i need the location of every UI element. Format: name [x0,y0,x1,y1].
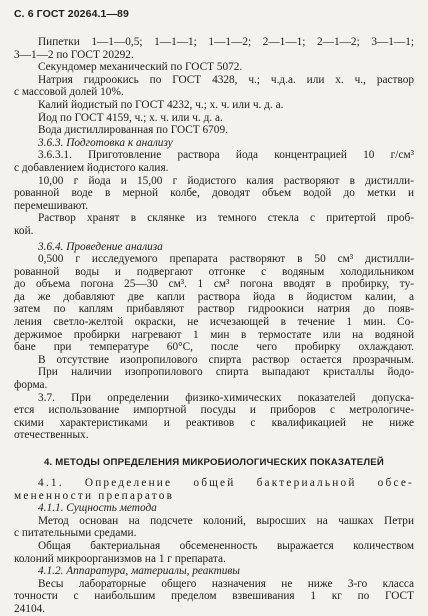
text-line: Общая бактериальная обсемененность выражается количеством [38,539,414,552]
text-line: скими характеристиками и реактивов с квалификацией не ниже [14,416,414,429]
text-line: кой. [14,224,34,237]
text-line: точности с наибольшим пределом взвешивания 1 кг по ГОСТ [14,590,414,603]
section-4-text [14,477,414,616]
text-line: ления светло-желтой окраски, не исчезающей в течение 1 мин. Со- [14,316,414,329]
text-line: Натрия гидроокись по ГОСТ 4328, ч.; ч.д.а. или х. ч., раствор [38,73,414,86]
text-line: При наличии изопропилового спирта выпадают кристаллы йодо- [38,366,414,379]
text-line: с добавлением йодистого калия. [14,161,169,174]
text-line: 4.1. Определение общей бактериальной обсе- [38,477,414,489]
text-line: 10,00 г йода и 15,00 г йодистого калия растворяют в дистилли- [38,174,414,187]
text-line: 3.7. При определении физико-химических показателей допуска- [38,391,414,404]
text-line: В отсутствие изопропилового спирта раствор остается прозрачным. [38,353,414,366]
text-line: ется использование импортной посуды и приборов с метрологиче- [14,404,414,417]
page-header: С. 6 ГОСТ 20264.1—89 [14,8,129,20]
document-body [14,36,414,616]
text-line: Йод по ГОСТ 4159, ч.; х. ч. или ч. д. а. [38,111,223,124]
text-line: рованной воды и подвергают отгонке с водяным холодильником [14,265,414,278]
text-line: 3.6.4. Проведение анализа [38,240,163,253]
text-line: до объема погона 25—30 см³. 1 см³ погона вводят в пробирку, ту- [14,278,414,291]
text-line: Весы лабораторные общего назначения не ниже 3-го класса [38,577,414,590]
section-3-text [14,36,414,442]
text-line: Калий йодистый по ГОСТ 4232, ч.; х. ч. или ч. д. а. [38,98,284,111]
text-line: 3—1—2 по ГОСТ 20292. [14,48,134,61]
text-line: затем по каплям прибавляют раствор гидроокиси натрия до появ- [14,303,414,316]
text-line: Раствор хранят в склянке из темного стекла с притертой проб- [38,212,414,225]
text-line: отечественных. [14,429,89,442]
text-line: бане при температуре 60°С, после чего пробирку охлаждают. [14,341,414,354]
text-line: 4.1.1. Сущность метода [38,502,157,515]
text-line: да же добавляют две капли раствора йода в йодистом калии, а [14,290,414,303]
text-line: форма. [14,379,48,392]
text-line: Пипетки 1—1—0,5; 1—1—1; 1—1—2; 2—1—1; 2—1—2; 3—1—1; [38,36,414,48]
text-line: 3.6.3.1. Приготовление раствора йода концентрацией 10 г/см³ [38,149,414,162]
text-line: держимое пробирки нагревают 1 мин в термостате или на водяной [14,328,414,341]
text-line: 4.1.2. Аппаратура, материалы, реактивы [38,565,240,578]
text-line: с питательными средами. [14,527,137,540]
text-line: 3.6.3. Подготовка к анализу [38,136,173,149]
text-line: Секундомер механический по ГОСТ 5072. [38,61,243,74]
text-line: мененности препаратов [14,489,175,502]
text-line: 24104. [14,602,46,615]
text-line: Вода дистиллированная по ГОСТ 6709. [38,124,228,137]
text-line: перемешивают. [14,199,89,212]
text-line: колоний микроорганизмов на 1 г препарата. [14,552,226,565]
text-line: с массовой долей 10%. [14,86,124,99]
section-title: 4. МЕТОДЫ ОПРЕДЕЛЕНИЯ МИКРОБИОЛОГИЧЕСКИХ ПОКАЗАТЕЛЕЙ [43,457,384,468]
text-line: 0,500 г исследуемого препарата растворяют в 50 см³ дистилли- [38,253,414,266]
text-line: Метод основан на подсчете колоний, выросших на чашках Петри [38,514,414,527]
text-line: рованной воде в мерной колбе, доводят объем водой до метки и [14,187,414,200]
